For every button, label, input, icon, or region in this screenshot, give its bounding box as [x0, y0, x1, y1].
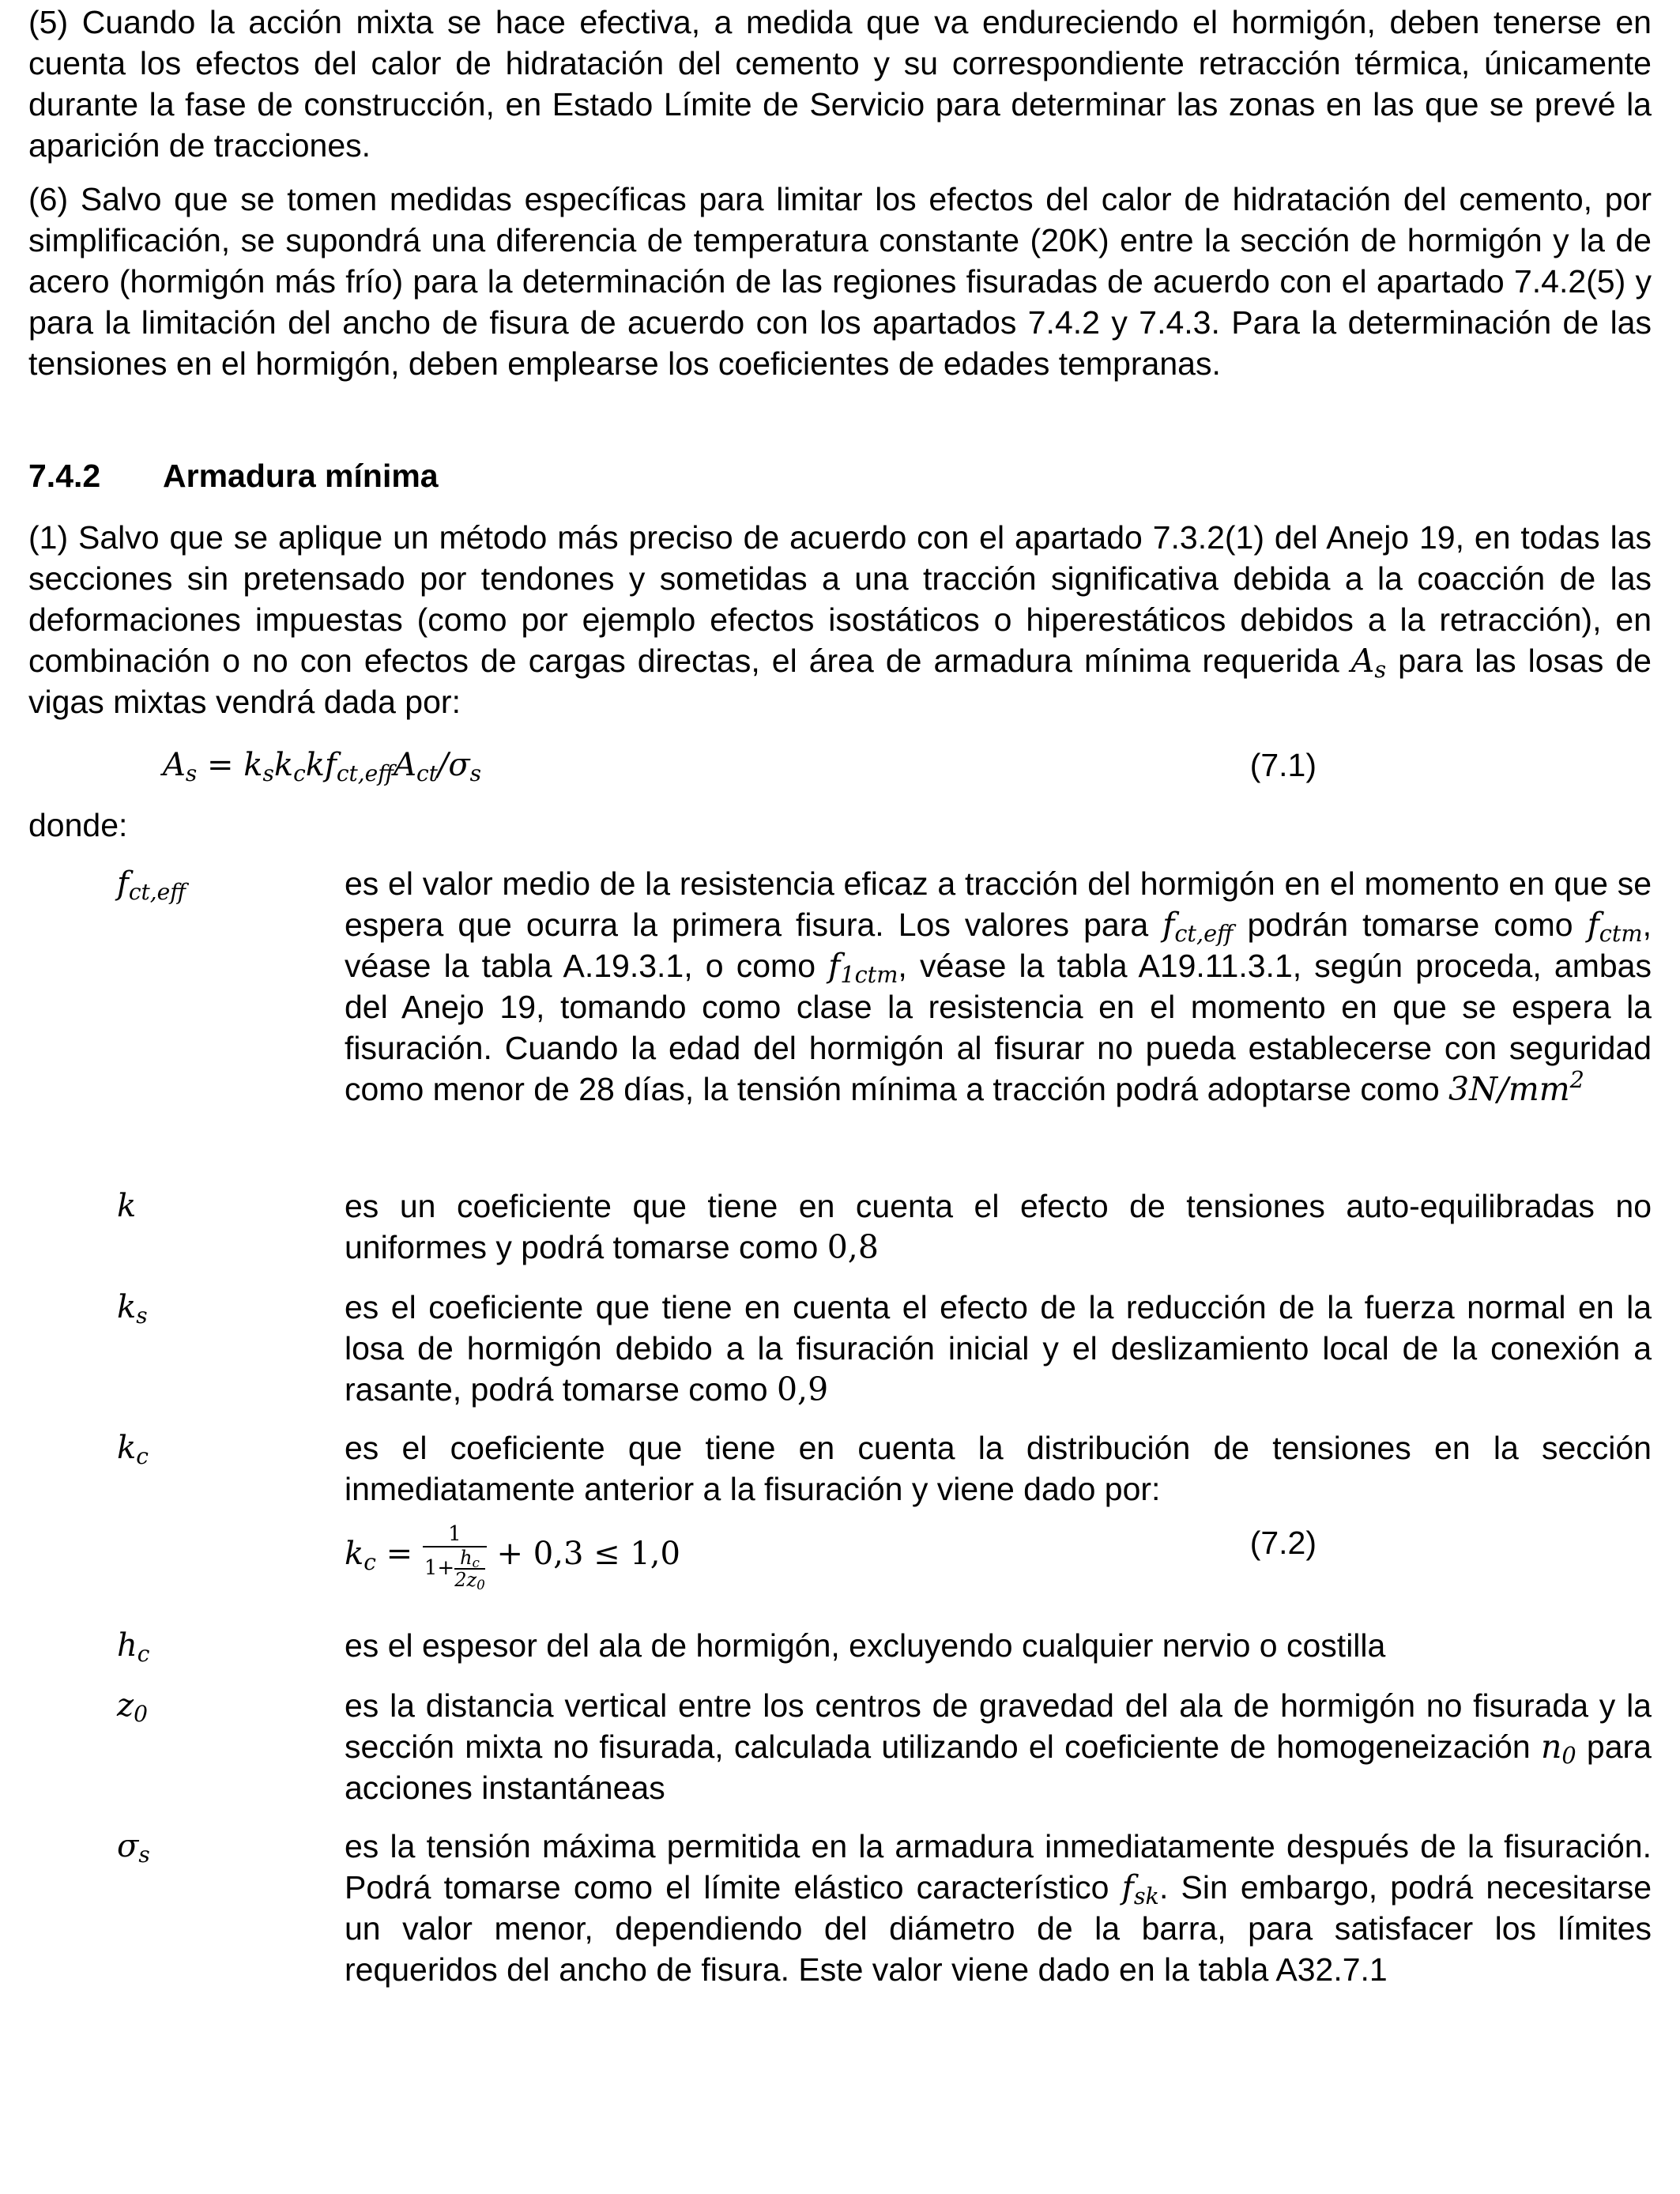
equation-7-1-number: (7.1): [1249, 747, 1317, 783]
equation-7-2: [28, 1522, 1317, 1593]
section-heading: [28, 455, 439, 496]
paragraph-1: (1) Salvo que se aplique un método más preciso de acuerdo con el apartado 7.3.2(1) del Anejo 19, en todas las secciones sin pretensado por tendones y sometidas a una tracción significativa debida a la coacción de las deformaciones impuestas (como por ejemplo efectos isostáticos o hiperestáticos debidos a la retracción), en combinación o no con efectos de cargas directas, el área de armadura mínima requerida $A_s$ para las losas de vigas mixtas vendrá dada por:: [28, 519, 1652, 720]
symbol-fcteff: $f_{ct,eff}$: [117, 865, 186, 905]
definition-k-text: es un coeficiente que tiene en cuenta el efecto de tensiones auto-equilibradas no uniformes y podrá tomarse como 0,8: [345, 1188, 1652, 1266]
definition-ks-text: es el coeficiente que tiene en cuenta el efecto de la reducción de la fuerza normal en la losa de hormigón debido a la fisuración inicial y el deslizamiento local de la conexión a rasante, podrá tomarse como 0,9: [345, 1289, 1652, 1408]
donde-label: donde:: [28, 807, 128, 843]
equation-7-2-formula: $k_c$ = 1 1+ $\frac{h_c}{2z_0}$ + 0,3 ≤ 1,0: [345, 1522, 680, 1593]
paragraph-6: (6) Salvo que se tomen medidas específicas para limitar los efectos del calor de hidratación del cemento, por simplificación, se supondrá una diferencia de temperatura constante (20K) entre la sección de hormigón y la de acero (hormigón más frío) para la determinación de las regiones fisuradas de acuerdo con el apartado 7.4.2(5) y para la limitación del ancho de fisura de acuerdo con los apartados 7.4.2 y 7.4.3. Para la determinación de las tensiones en el hormigón, deben emplearse los coeficientes de edades tempranas.: [28, 181, 1652, 382]
definition-hc-text: es el espesor del ala de hormigón, excluyendo cualquier nervio o costilla: [345, 1627, 1386, 1664]
equation-7-2-number: (7.2): [1249, 1525, 1317, 1561]
symbol-z0: $z_0$: [117, 1687, 148, 1727]
symbol-ks: $k_s$: [117, 1289, 148, 1329]
equation-7-1-formula: $A_s = k_sk_ckf_{ct,eff}A_{ct}/\sigma_s$: [163, 747, 482, 786]
symbol-sigmas: $\sigma_s$: [117, 1828, 150, 1868]
definition-kc-text: es el coeficiente que tiene en cuenta la distribución de tensiones en la sección inmediatamente anterior a la fisuración y viene dado por:: [345, 1430, 1652, 1507]
section-number: 7.4.2: [28, 458, 101, 494]
symbol-As: $A_s$: [1350, 642, 1387, 684]
definition-z0-text: es la distancia vertical entre los centros de gravedad del ala de hormigón no fisurada y la sección mixta no fisurada, calculada utilizando el coeficiente de homogeneización $n_0$ para acciones instantáneas: [345, 1687, 1652, 1806]
definition-sigmas-text: es la tensión máxima permitida en la armadura inmediatamente después de la fisuración. Podrá tomarse como el límite elástico característico $f_{sk}$. Sin embargo, podrá necesitarse un valor menor, dependiendo del diámetro de la barra, para satisfacer los límites requeridos del ancho de fisura. Este valor viene dado en la tabla A32.7.1: [345, 1828, 1652, 1988]
paragraph-5-text: (5) Cuando la acción mixta se hace efectiva, a medida que va endureciendo el hormigón, deben tenerse en cuenta los efectos del calor de hidratación del cemento y su correspondiente retracción térmica, únicamente durante la fase de construcción, en Estado Límite de Servicio para determinar las zonas en las que se prevé la aparición de tracciones.: [28, 4, 1652, 164]
equation-7-1: [28, 745, 1317, 792]
section-title: Armadura mínima: [163, 458, 439, 494]
symbol-kc: $k_c$: [117, 1430, 149, 1469]
definition-fcteff-text: es el valor medio de la resistencia eficaz a tracción del hormigón en el momento en que se espera que ocurra la primera fisura. Los valores para $f_{ct,eff}$ podrán tomarse como $f_{ctm}$, véase la tabla A.19.3.1, o como $f_{1ctm}$, véase la tabla A19.11.3.1, según proceda, ambas del Anejo 19, tomando como clase la resistencia en el momento en que se espera la fisuración. Cuando la edad del hormigón al fisurar no pueda establecerse con seguridad como menor de 28 días, la tensión mínima a tracción podrá adoptarse como $3N/mm^2$: [345, 865, 1652, 1108]
symbol-k: k: [117, 1188, 137, 1224]
symbol-hc: $h_c$: [117, 1627, 150, 1667]
